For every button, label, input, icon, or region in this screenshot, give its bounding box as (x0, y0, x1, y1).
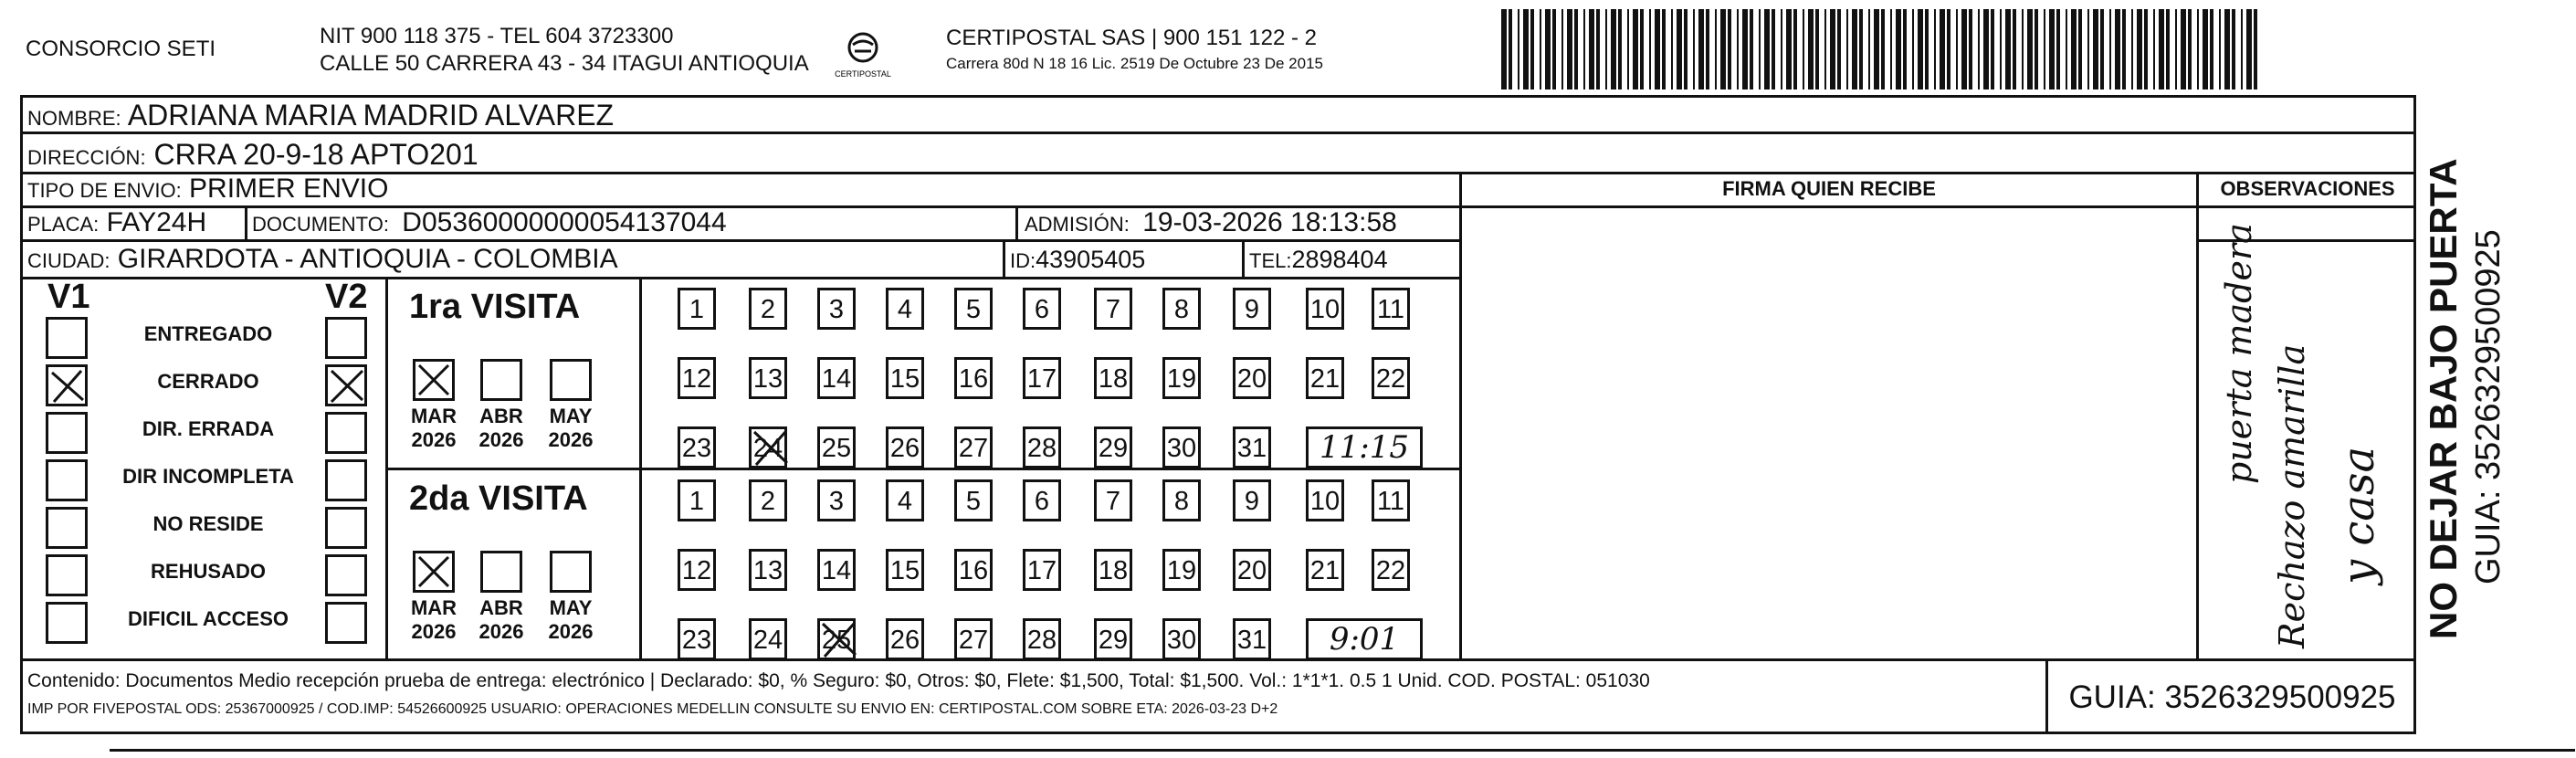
day-box[interactable]: 4 (886, 479, 924, 521)
nombre-label: NOMBRE: (27, 107, 121, 130)
day-box[interactable]: 6 (1023, 288, 1061, 330)
status-label: DIR INCOMPLETA (122, 465, 294, 488)
month-checkbox[interactable] (550, 551, 592, 593)
day-box[interactable]: 17 (1023, 549, 1061, 591)
v1-checkbox[interactable] (46, 317, 88, 359)
v2-checkbox[interactable] (325, 412, 367, 454)
v2-checkbox[interactable] (325, 554, 367, 596)
day-box[interactable]: 11 (1372, 288, 1410, 330)
month-name: ABR (479, 405, 523, 427)
footer-line-1: Contenido: Documentos Medio recepción prueba de entrega: electrónico | Declarado: $0, % Seguro: $0, Otros: $0, Flete: $1,500, Total: $1,500. Vol.: 1*1*1. 0.5 1 Unid. COD. POSTAL: 051030 (27, 670, 1650, 691)
side-guia: GUIA: 3526329500925 (2469, 229, 2508, 584)
day-box[interactable]: 9 (1233, 479, 1271, 521)
day-box[interactable]: 30 (1162, 426, 1201, 468)
v1-checkbox[interactable] (46, 412, 88, 454)
visit-title: 1ra VISITA (409, 288, 581, 326)
day-box[interactable]: 19 (1162, 549, 1201, 591)
day-box[interactable]: 26 (886, 618, 924, 660)
day-box[interactable]: 25 (817, 426, 856, 468)
tel-value: 2898404 (1291, 246, 1388, 273)
day-box[interactable]: 14 (817, 549, 856, 591)
tel-label: TEL: (1249, 249, 1292, 272)
direccion-label: DIRECCIÓN: (27, 146, 146, 169)
month-year: 2026 (548, 428, 594, 451)
month-checkbox[interactable] (413, 551, 455, 593)
footer-guia: GUIA: 3526329500925 (2068, 679, 2396, 715)
day-box[interactable]: 13 (749, 357, 787, 399)
certipostal-logo (833, 29, 893, 82)
day-box[interactable]: 1 (678, 479, 716, 521)
day-box[interactable]: 26 (886, 426, 924, 468)
month-checkbox[interactable] (413, 359, 455, 401)
id-label: ID: (1010, 249, 1036, 272)
visit-title: 2da VISITA (409, 479, 588, 518)
v1-checkbox[interactable] (46, 554, 88, 596)
observation-line-1: puerta madera (2219, 223, 2259, 484)
v2-checkbox[interactable] (325, 507, 367, 549)
day-box[interactable]: 2 (749, 288, 787, 330)
nombre-value: ADRIANA MARIA MADRID ALVAREZ (127, 99, 615, 132)
v2-checkbox[interactable] (325, 459, 367, 501)
day-mark-icon (817, 618, 859, 671)
day-box[interactable]: 18 (1094, 549, 1132, 591)
status-label: DIR. ERRADA (142, 417, 275, 440)
header-address: CALLE 50 CARRERA 43 - 34 ITAGUI ANTIOQUIA (320, 51, 809, 76)
day-box[interactable]: 15 (886, 549, 924, 591)
day-box[interactable]: 3 (817, 479, 856, 521)
day-box[interactable]: 29 (1094, 426, 1132, 468)
day-box[interactable]: 16 (954, 549, 993, 591)
month-year: 2026 (478, 428, 524, 451)
day-box[interactable]: 23 (678, 618, 716, 660)
v2-checkbox[interactable] (325, 317, 367, 359)
day-box[interactable]: 5 (954, 288, 993, 330)
id-value: 43905405 (1036, 246, 1146, 273)
day-box[interactable]: 5 (954, 479, 993, 521)
status-label: DIFICIL ACCESO (127, 607, 289, 630)
day-box[interactable]: 22 (1372, 357, 1410, 399)
day-box[interactable]: 31 (1233, 618, 1271, 660)
v1-checkbox[interactable] (46, 364, 88, 406)
month-name: ABR (479, 596, 523, 619)
tipo-label: TIPO DE ENVIO: (27, 179, 182, 202)
v1-checkbox[interactable] (46, 459, 88, 501)
month-name: MAY (549, 596, 593, 619)
status-label: REHUSADO (151, 560, 266, 583)
day-box[interactable]: 20 (1233, 357, 1271, 399)
header-nit: NIT 900 118 375 - TEL 604 3723300 (320, 24, 674, 48)
day-box[interactable]: 30 (1162, 618, 1201, 660)
day-box[interactable]: 28 (1023, 618, 1061, 660)
visit-time-field[interactable]: 9:01 (1306, 618, 1423, 660)
day-box[interactable]: 16 (954, 357, 993, 399)
day-box[interactable]: 29 (1094, 618, 1132, 660)
ciudad-value: GIRARDOTA - ANTIOQUIA - COLOMBIA (117, 244, 618, 274)
day-box[interactable]: 23 (678, 426, 716, 468)
day-box[interactable]: 10 (1306, 479, 1344, 521)
day-box[interactable]: 18 (1094, 357, 1132, 399)
v1-label: V1 (47, 278, 90, 316)
day-box[interactable]: 7 (1094, 479, 1132, 521)
day-box[interactable]: 17 (1023, 357, 1061, 399)
day-box[interactable]: 28 (1023, 426, 1061, 468)
side-warning: NO DEJAR BAJO PUERTA (2422, 158, 2465, 639)
day-box[interactable]: 20 (1233, 549, 1271, 591)
placa-value: FAY24H (106, 207, 207, 237)
day-mark-icon (749, 426, 791, 479)
direccion-value: CRRA 20-9-18 APTO201 (153, 138, 478, 171)
day-box[interactable]: 14 (817, 357, 856, 399)
observation-line-3: y casa (2333, 446, 2384, 584)
month-checkbox[interactable] (550, 359, 592, 401)
day-box[interactable]: 13 (749, 549, 787, 591)
ciudad-label: CIUDAD: (27, 249, 110, 272)
logo-text: CERTIPOSTAL (835, 69, 891, 79)
day-box[interactable]: 25 (817, 618, 856, 660)
month-year: 2026 (478, 620, 524, 643)
month-checkbox[interactable] (480, 551, 522, 593)
status-label: NO RESIDE (152, 512, 264, 535)
placa-label: PLACA: (27, 213, 100, 236)
day-box[interactable]: 21 (1306, 357, 1344, 399)
day-box[interactable]: 9 (1233, 288, 1271, 330)
tipo-value: PRIMER ENVIO (189, 174, 389, 204)
day-box[interactable]: 15 (886, 357, 924, 399)
day-box[interactable]: 4 (886, 288, 924, 330)
visit-time-field[interactable]: 11:15 (1306, 426, 1423, 468)
day-box[interactable]: 12 (678, 357, 716, 399)
status-label: ENTREGADO (143, 322, 273, 345)
v2-label: V2 (325, 278, 368, 316)
documento-value: D05360000000054137044 (402, 207, 727, 237)
footer-line-2: IMP POR FIVEPOSTAL ODS: 25367000925 / COD.IMP: 54526600925 USUARIO: OPERACIONES MEDELLIN CONSULTE SU ENVIO EN: CERTIPOSTAL.COM SOBRE ETA: 2026-03-23 D+2 (27, 701, 1278, 717)
observation-line-2: Rechazo amarilla (2272, 343, 2312, 648)
day-box[interactable]: 21 (1306, 549, 1344, 591)
firma-header: FIRMA QUIEN RECIBE (1722, 177, 1936, 200)
v2-checkbox[interactable] (325, 602, 367, 644)
v1-checkbox[interactable] (46, 602, 88, 644)
admision-label: ADMISIÓN: (1025, 213, 1130, 236)
observaciones-header: OBSERVACIONES (2220, 177, 2395, 200)
status-label: CERRADO (157, 370, 259, 393)
day-box[interactable]: 3 (817, 288, 856, 330)
day-box[interactable]: 22 (1372, 549, 1410, 591)
admision-value: 19-03-2026 18:13:58 (1142, 207, 1397, 237)
header-company: CONSORCIO SETI (26, 37, 216, 61)
day-box[interactable]: 2 (749, 479, 787, 521)
month-year: 2026 (548, 620, 594, 643)
day-box[interactable]: 6 (1023, 479, 1061, 521)
day-box[interactable]: 27 (954, 426, 993, 468)
day-box[interactable]: 31 (1233, 426, 1271, 468)
day-box[interactable]: 8 (1162, 288, 1201, 330)
month-year: 2026 (411, 620, 457, 643)
documento-label: DOCUMENTO: (252, 213, 389, 236)
month-name: MAR (410, 596, 457, 619)
v2-checkbox[interactable] (325, 364, 367, 406)
day-box[interactable]: 1 (678, 288, 716, 330)
day-box[interactable]: 24 (749, 618, 787, 660)
day-box[interactable]: 12 (678, 549, 716, 591)
day-box[interactable]: 10 (1306, 288, 1344, 330)
barcode (1499, 9, 2266, 89)
header-license: Carrera 80d N 18 16 Lic. 2519 De Octubre 23 De 2015 (946, 55, 1323, 72)
day-box[interactable]: 19 (1162, 357, 1201, 399)
day-box[interactable]: 24 (749, 426, 787, 468)
day-box[interactable]: 27 (954, 618, 993, 660)
month-checkbox[interactable] (480, 359, 522, 401)
day-box[interactable]: 7 (1094, 288, 1132, 330)
header-carrier: CERTIPOSTAL SAS | 900 151 122 - 2 (946, 26, 1317, 50)
day-box[interactable]: 11 (1372, 479, 1410, 521)
month-name: MAR (410, 405, 457, 427)
day-box[interactable]: 8 (1162, 479, 1201, 521)
month-name: MAY (549, 405, 593, 427)
v1-checkbox[interactable] (46, 507, 88, 549)
month-year: 2026 (411, 428, 457, 451)
